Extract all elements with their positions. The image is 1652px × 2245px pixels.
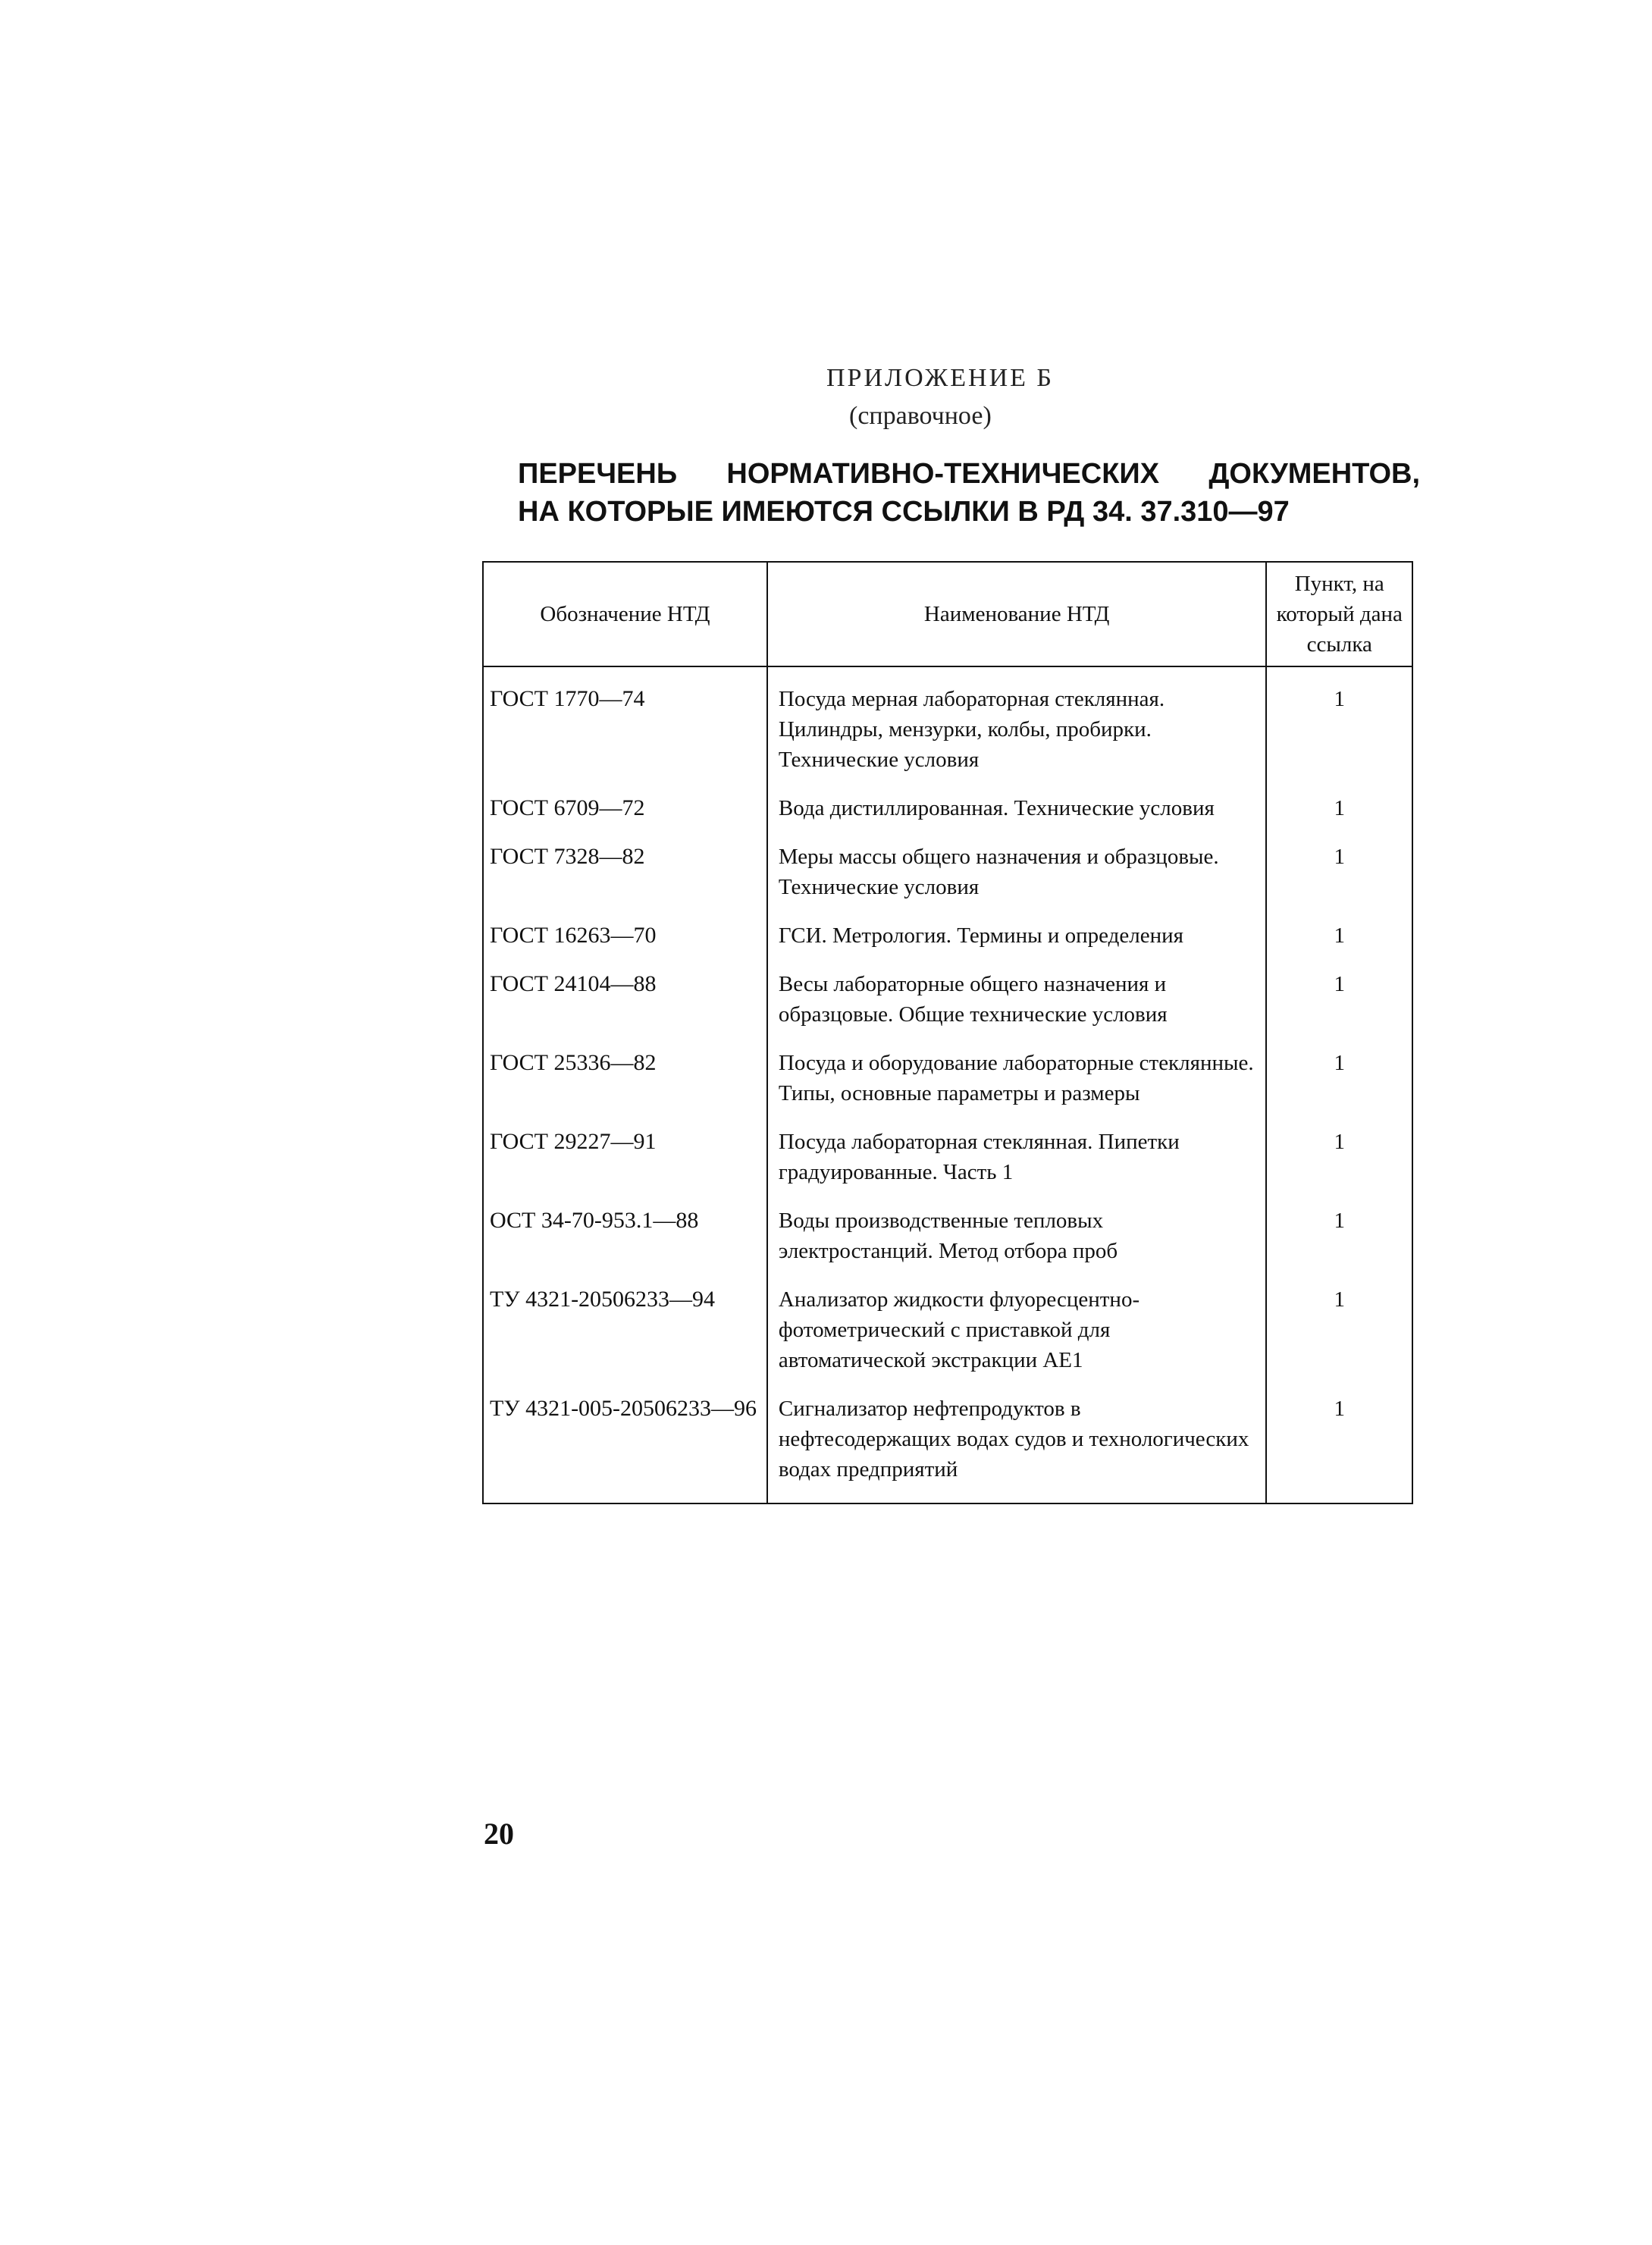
table-row [483, 910, 1412, 958]
header-code: Обозначение НТД [483, 562, 767, 666]
header-name: Наименование НТД [767, 562, 1267, 666]
cell-name: ГСИ. Метрология. Термины и определения [767, 910, 1267, 958]
table-row [483, 1116, 1412, 1195]
cell-code: ОСТ 34-70-953.1—88 [483, 1195, 767, 1274]
cell-name: Анализатор жидкости флуоресцентно-фотометрический с приставкой для автоматической экстракции АЕ1 [767, 1274, 1267, 1383]
cell-clause: 1 [1266, 1383, 1412, 1503]
table-header-row [483, 562, 1412, 666]
table-row [483, 1195, 1412, 1274]
cell-clause: 1 [1266, 910, 1412, 958]
cell-clause: 1 [1266, 1116, 1412, 1195]
cell-name: Весы лабораторные общего назначения и образцовые. Общие технические условия [767, 958, 1267, 1037]
appendix-label: ПРИЛОЖЕНИЕ Б [826, 364, 1054, 392]
cell-code: ГОСТ 24104—88 [483, 958, 767, 1037]
cell-clause: 1 [1266, 1037, 1412, 1116]
appendix-note: (справочное) [849, 402, 992, 430]
table-row [483, 958, 1412, 1037]
cell-clause: 1 [1266, 1274, 1412, 1383]
document-title-line-1: ПЕРЕЧЕНЬ НОРМАТИВНО-ТЕХНИЧЕСКИХ ДОКУМЕНТОВ, [518, 458, 1420, 490]
cell-code: ТУ 4321-20506233—94 [483, 1274, 767, 1383]
cell-clause: 1 [1266, 782, 1412, 831]
cell-code: ТУ 4321-005-20506233—96 [483, 1383, 767, 1503]
cell-name: Вода дистиллированная. Технические условия [767, 782, 1267, 831]
normative-documents-table [482, 561, 1413, 1504]
document-title-line-2: НА КОТОРЫЕ ИМЕЮТСЯ ССЫЛКИ В РД 34. 37.310—97 [518, 496, 1290, 528]
cell-name: Сигнализатор нефтепродуктов в нефтесодержащих водах судов и технологических водах предприятий [767, 1383, 1267, 1503]
cell-code: ГОСТ 25336—82 [483, 1037, 767, 1116]
cell-name: Посуда мерная лабораторная стеклянная. Цилиндры, мензурки, колбы, пробирки. Технические условия [767, 666, 1267, 782]
table-row [483, 1274, 1412, 1383]
document-title [518, 455, 1428, 531]
cell-clause: 1 [1266, 831, 1412, 910]
cell-clause: 1 [1266, 1195, 1412, 1274]
table-row [483, 1037, 1412, 1116]
header-clause: Пункт, на который дана ссылка [1266, 562, 1412, 666]
cell-clause: 1 [1266, 958, 1412, 1037]
cell-code: ГОСТ 16263—70 [483, 910, 767, 958]
cell-code: ГОСТ 6709—72 [483, 782, 767, 831]
cell-name: Воды производственные тепловых электростанций. Метод отбора проб [767, 1195, 1267, 1274]
cell-code: ГОСТ 1770—74 [483, 666, 767, 782]
table-row [483, 831, 1412, 910]
cell-code: ГОСТ 29227—91 [483, 1116, 767, 1195]
table-row [483, 782, 1412, 831]
table-row [483, 666, 1412, 782]
page-number: 20 [484, 1817, 514, 1851]
table-row [483, 1383, 1412, 1503]
cell-name: Посуда лабораторная стеклянная. Пипетки градуированные. Часть 1 [767, 1116, 1267, 1195]
cell-name: Меры массы общего назначения и образцовые. Технические условия [767, 831, 1267, 910]
cell-name: Посуда и оборудование лабораторные стеклянные. Типы, основные параметры и размеры [767, 1037, 1267, 1116]
cell-clause: 1 [1266, 666, 1412, 782]
cell-code: ГОСТ 7328—82 [483, 831, 767, 910]
